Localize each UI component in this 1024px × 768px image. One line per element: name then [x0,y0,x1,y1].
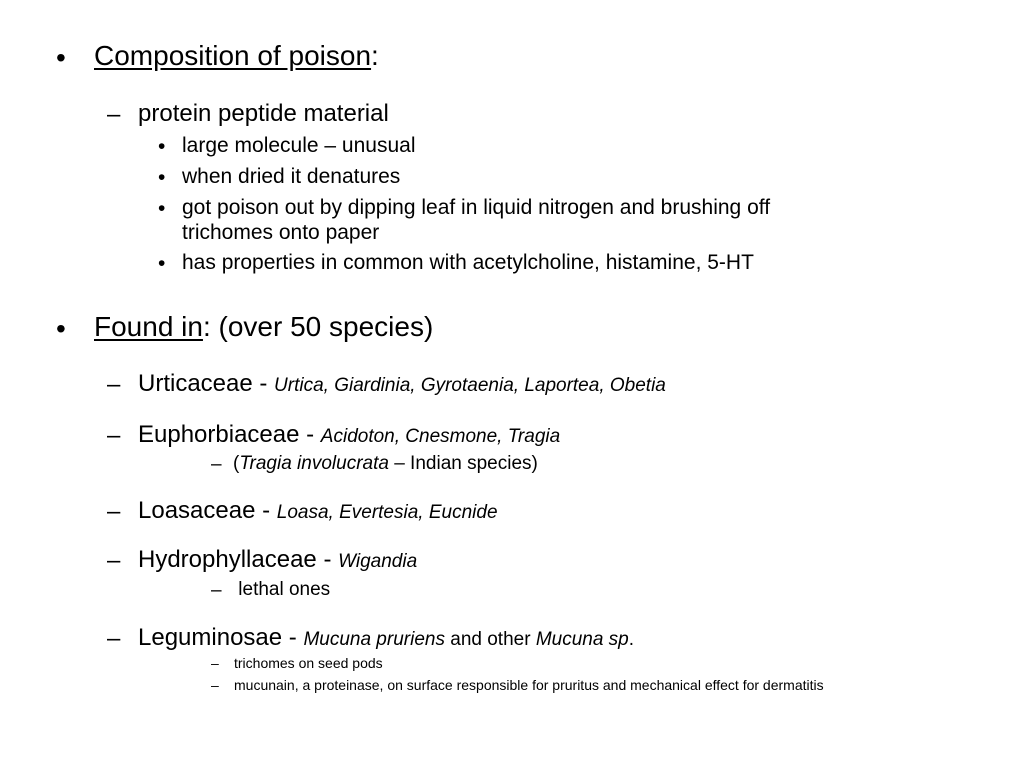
family-hydrophyllaceae [138,546,417,574]
mucunain: mucunain, a proteinase, on surface responsible for pruritus and mechanical effect for dermatitis [234,677,824,693]
dried-denatures: when dried it denatures [182,165,401,188]
urticaceae-genera: Urtica, Giardinia, Gyrotaenia, Laportea, Obetia [274,375,666,396]
seed-pods: trichomes on seed pods [234,655,383,671]
bullet-properties: • [158,252,166,275]
dash-loasaceae: – [107,498,121,525]
dash-hydrophyllaceae: – [107,547,121,574]
got-poison-line1: got poison out by dipping leaf in liquid nitrogen and brushing off [182,196,771,219]
bullet-found: • [56,313,66,344]
hydrophyllaceae-name: Hydrophyllaceae - [138,546,339,573]
got-poison-line2: trichomes onto paper [182,221,380,244]
tragia-rest: – Indian species) [388,453,538,474]
heading-found [94,311,433,343]
protein-peptide: protein peptide material [138,100,389,127]
bullet-large-molecule: • [158,135,166,158]
lethal-ones: lethal ones [233,579,331,600]
tragia-species: Tragia involucrata [239,453,389,474]
large-molecule: large molecule – unusual [182,134,416,157]
loasaceae-name: Loasaceae - [138,497,277,524]
dash-protein: – [107,101,121,128]
composition-suffix: : [371,40,379,71]
euphorbiaceae-genera: Acidoton, Cnesmone, Tragia [320,426,561,447]
bullet-got-poison: • [158,197,166,220]
urticaceae-name: Urticaceae - [138,370,275,397]
leguminosae-genera2: Mucuna sp [535,629,629,650]
leguminosae-name: Leguminosae - [138,624,304,651]
dash-euphorbiaceae: – [107,422,121,449]
leguminosae-end: . [628,629,635,650]
dash-leguminosae: – [107,625,121,652]
hydrophyllaceae-genera: Wigandia [338,551,418,572]
heading-composition [94,40,379,72]
family-urticaceae [138,370,666,398]
leguminosae-genera: Mucuna pruriens [303,629,445,650]
family-euphorbiaceae [138,421,560,449]
loasaceae-genera: Loasa, Evertesia, Eucnide [276,502,498,523]
dash-urticaceae: – [107,371,121,398]
properties-common: has properties in common with acetylcholine, histamine, 5-HT [182,251,754,274]
found-heading-text: Found in [94,311,203,342]
family-leguminosae [138,624,634,652]
found-suffix: : (over 50 species) [202,311,434,342]
leguminosae-mid: and other [444,629,536,650]
dash-seed-pods: – [211,655,219,671]
bullet-composition: • [56,42,66,73]
dash-tragia-note: – [211,454,222,475]
composition-heading-text: Composition of poison [94,40,372,71]
tragia-note [233,453,538,475]
tragia-open: ( [233,453,240,474]
euphorbiaceae-name: Euphorbiaceae - [138,421,321,448]
dash-mucunain: – [211,677,219,693]
dash-lethal: – [211,580,222,601]
bullet-dried: • [158,166,166,189]
family-loasaceae [138,497,498,525]
